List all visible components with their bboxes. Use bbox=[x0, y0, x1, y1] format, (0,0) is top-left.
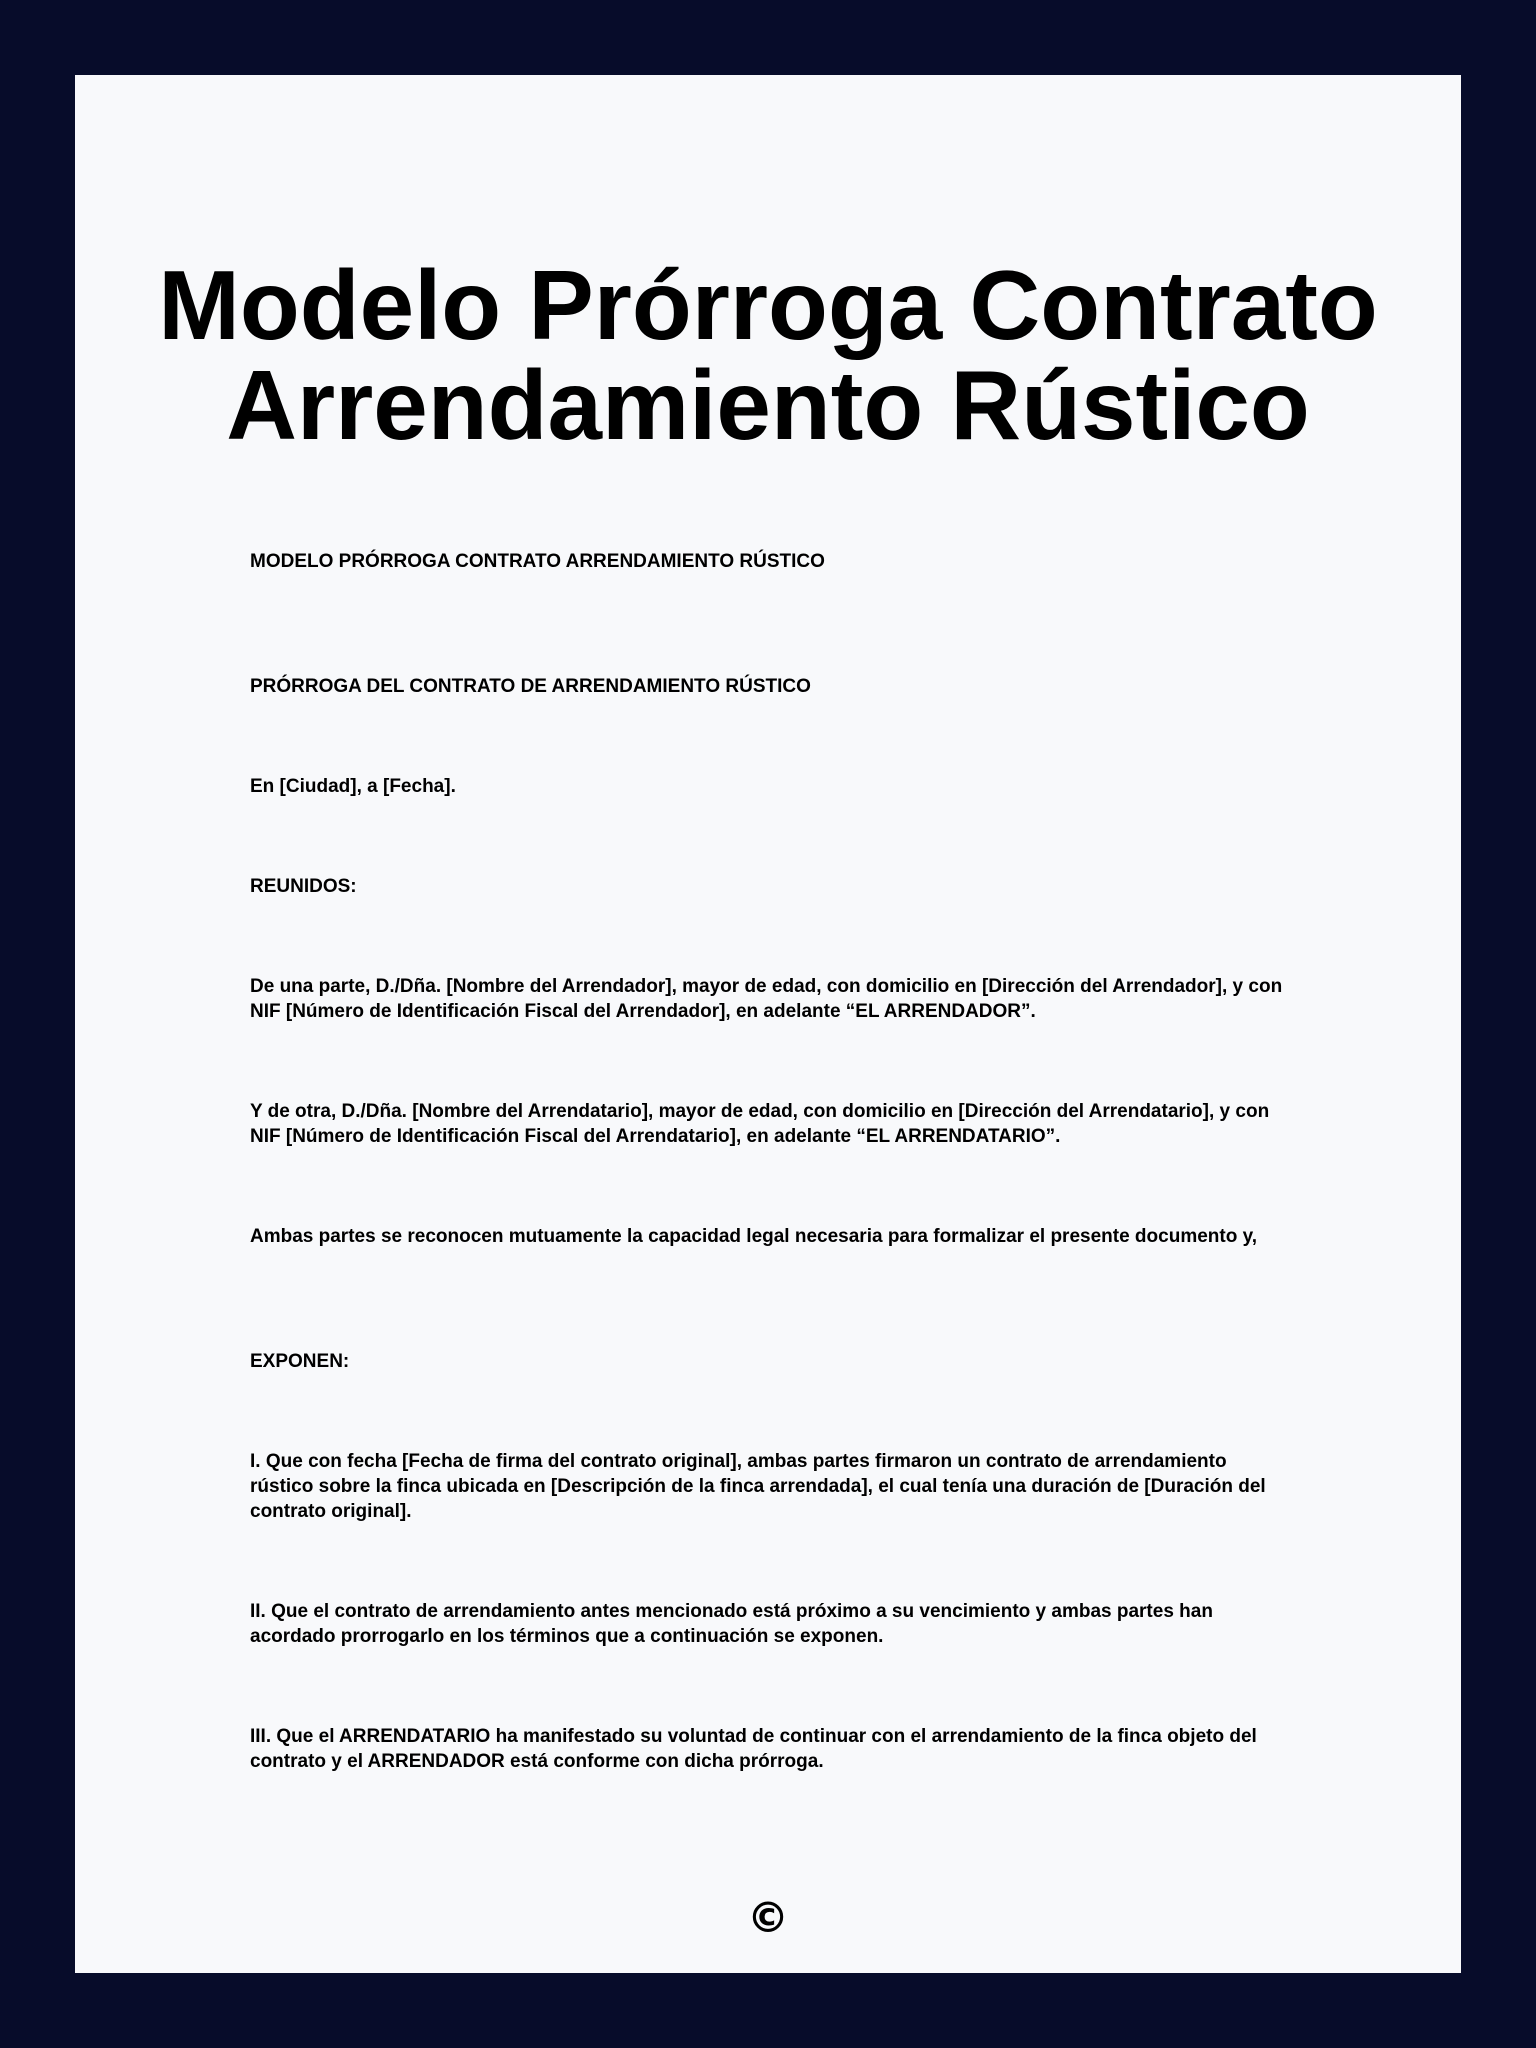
document-heading: MODELO PRÓRROGA CONTRATO ARRENDAMIENTO RÚSTICO bbox=[250, 551, 825, 572]
clause-3-paragraph: III. Que el ARRENDATARIO ha manifestado su voluntad de continuar con el arrendamiento de la finca objeto del contrato y el ARRENDADOR está conforme con dicha prórroga. bbox=[250, 1726, 1257, 1772]
clause-1-paragraph: I. Que con fecha [Fecha de firma del contrato original], ambas partes firmaron un contrato de arrendamiento rústico sobre la finca ubicada en [Descripción de la finca arrendada], el cual tenía una duración de [Duración del contrato original]. bbox=[250, 1451, 1266, 1522]
capacidad-paragraph: Ambas partes se reconocen mutuamente la capacidad legal necesaria para formalizar el presente documento y, bbox=[250, 1226, 1258, 1247]
reunidos-heading: REUNIDOS: bbox=[250, 876, 357, 897]
exponen-heading: EXPONEN: bbox=[250, 1351, 350, 1372]
place-date-paragraph: En [Ciudad], a [Fecha]. bbox=[250, 776, 456, 797]
document-page bbox=[75, 75, 1461, 1973]
document-title-line-1: Modelo Prórroga Contrato bbox=[158, 250, 1378, 360]
document-title-line-2: Arrendamiento Rústico bbox=[226, 350, 1310, 460]
arrendador-paragraph: De una parte, D./Dña. [Nombre del Arrendador], mayor de edad, con domicilio en [Dirección del Arrendador], y con NIF [Número de Identificación Fiscal del Arrendador], en adelante “EL ARRENDADOR”. bbox=[250, 976, 1283, 1022]
clause-2-paragraph: II. Que el contrato de arrendamiento antes mencionado está próximo a su vencimiento y ambas partes han acordado prorrogarlo en los términos que a continuación se exponen. bbox=[250, 1601, 1213, 1647]
document-title bbox=[75, 250, 1461, 460]
arrendatario-paragraph: Y de otra, D./Dña. [Nombre del Arrendatario], mayor de edad, con domicilio en [Dirección del Arrendatario], y con NIF [Número de Identificación Fiscal del Arrendatario], en adelante “EL ARRENDATARIO”. bbox=[250, 1101, 1270, 1147]
section-heading: PRÓRROGA DEL CONTRATO DE ARRENDAMIENTO RÚSTICO bbox=[250, 676, 811, 697]
copyright-icon: © bbox=[747, 1893, 789, 1942]
